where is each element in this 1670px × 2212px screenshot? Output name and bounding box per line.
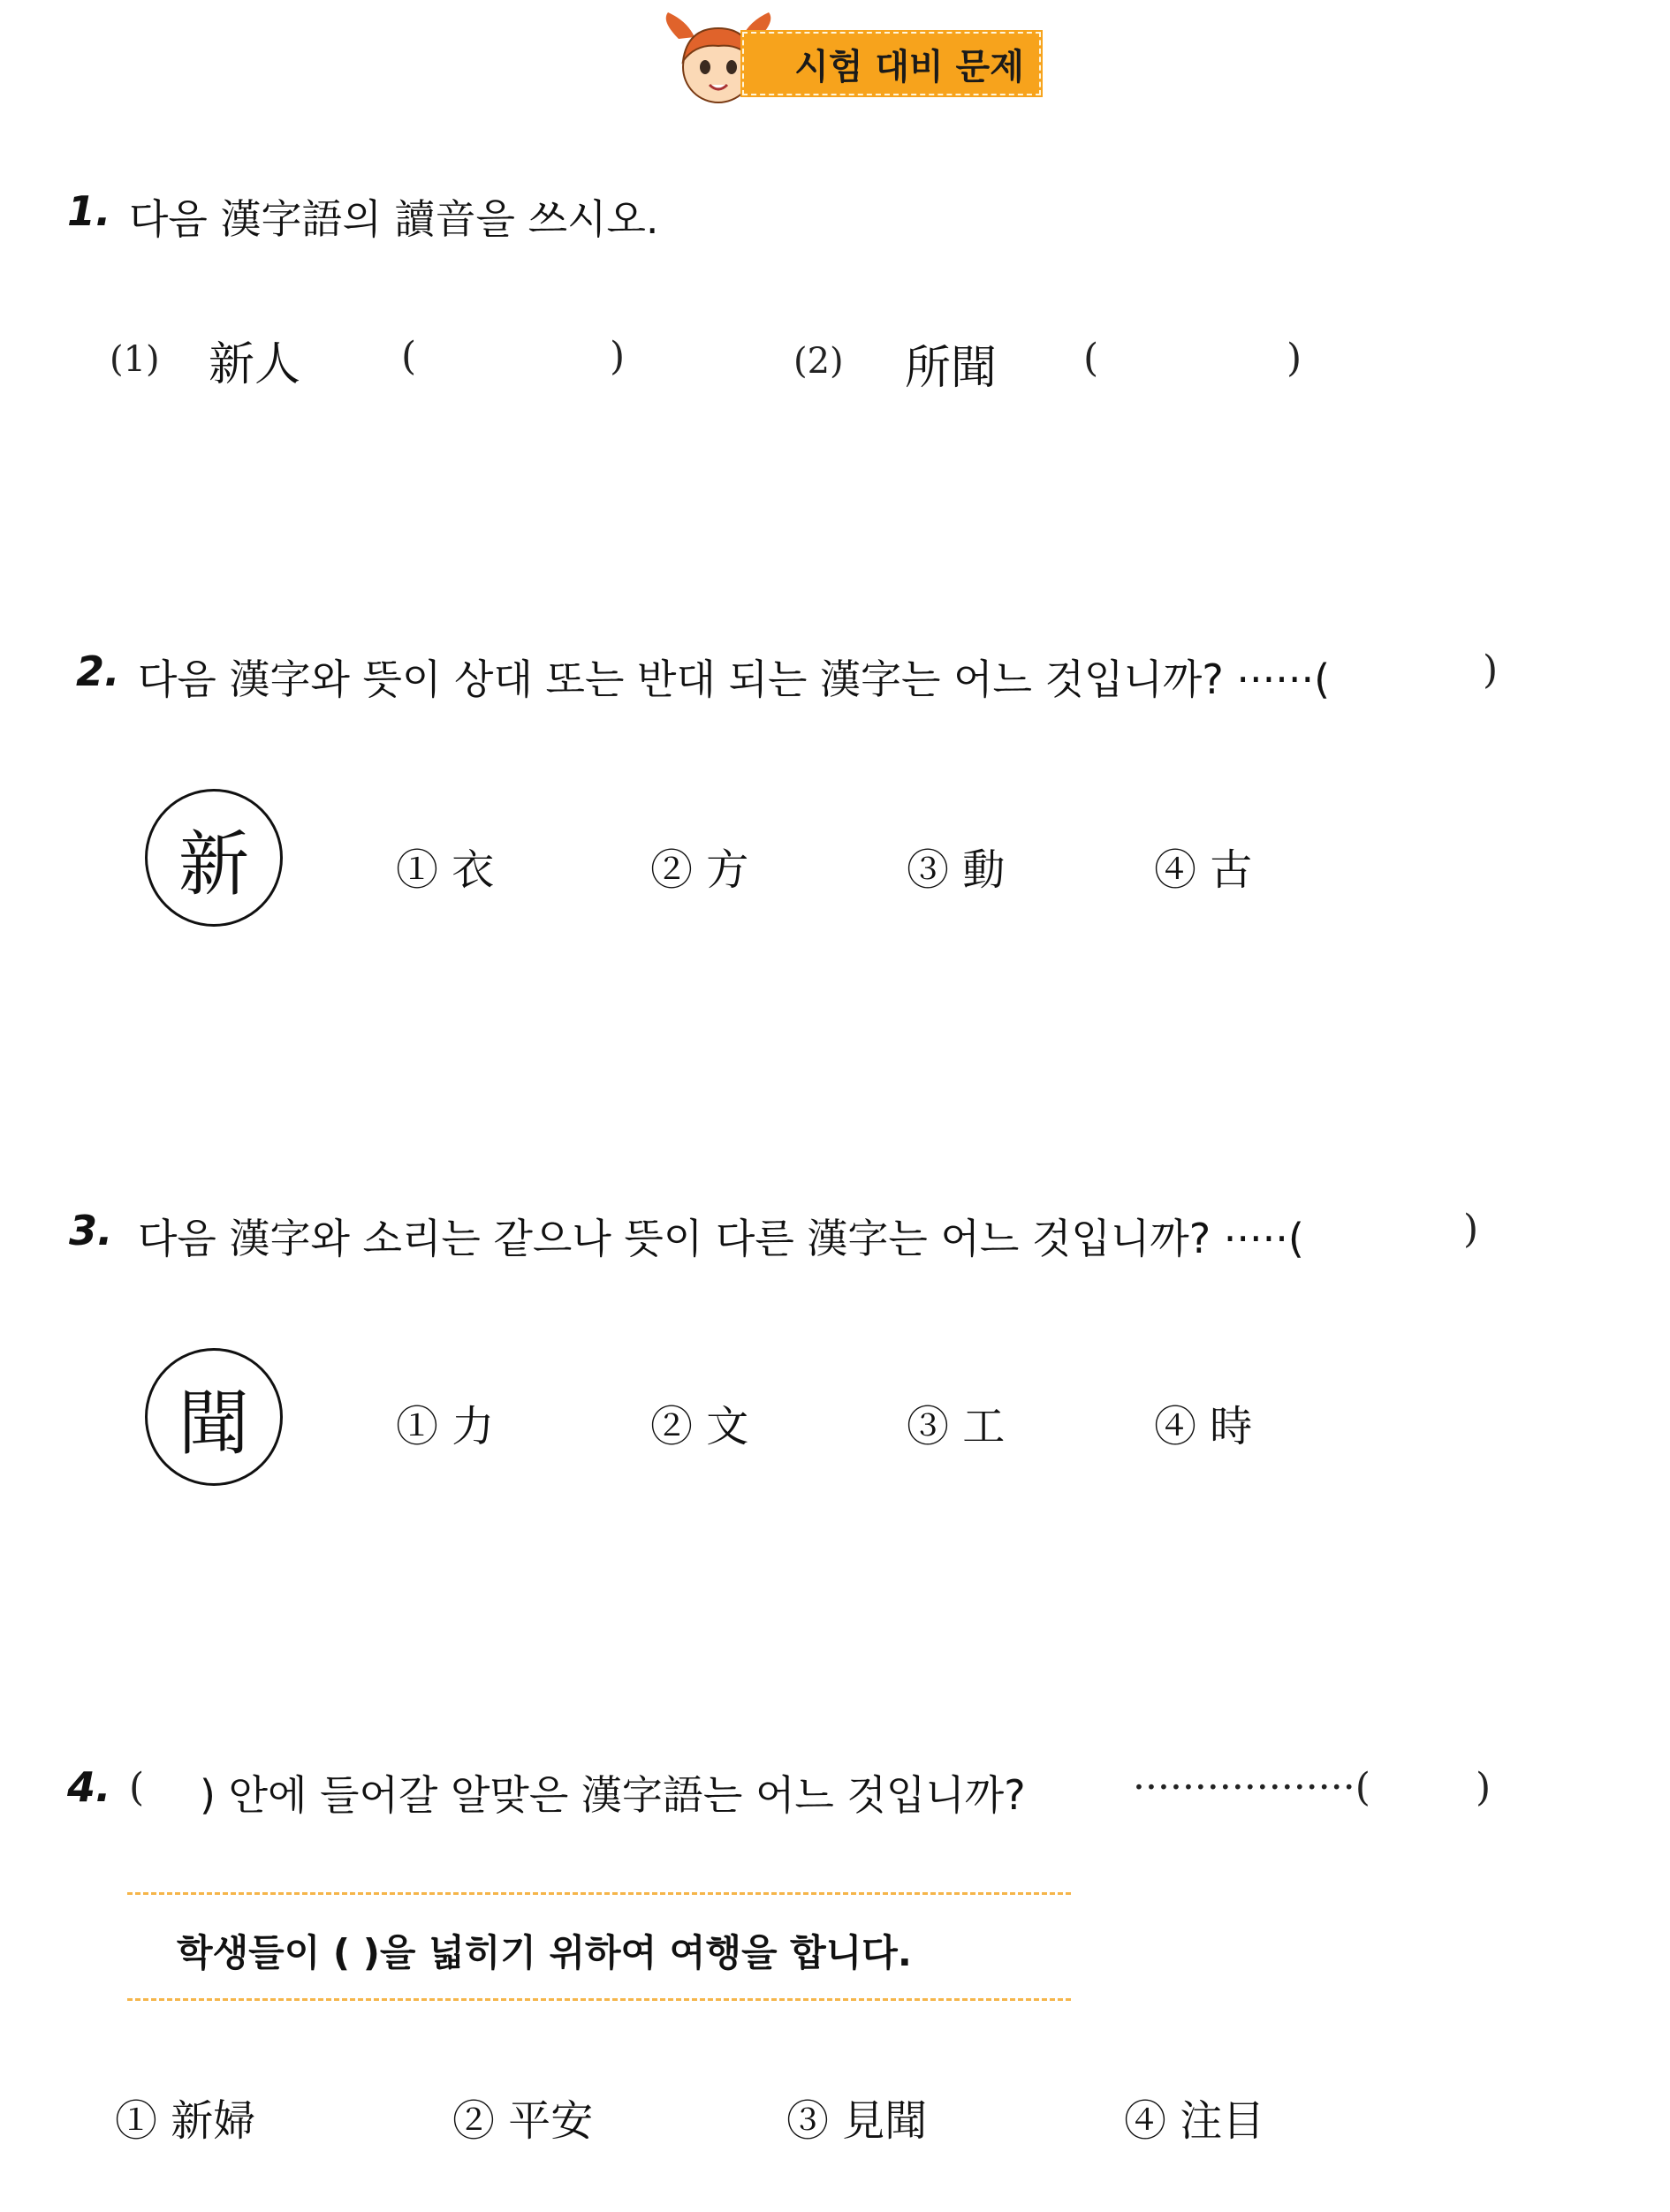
example-bottom-divider xyxy=(127,1998,1071,2001)
q1-item2-number: (2) xyxy=(793,341,844,382)
q2-option-3: ③ 動 xyxy=(907,845,1006,895)
q2-option-1: ① 衣 xyxy=(396,845,495,895)
q3-option-3: ③ 工 xyxy=(907,1402,1006,1451)
q4-option-2: ② 平安 xyxy=(452,2096,594,2146)
q2-number: 2. xyxy=(76,648,120,695)
q4-option-3: ③ 見聞 xyxy=(786,2096,928,2146)
q1-item1-open-paren: ( xyxy=(401,334,417,379)
q2-option-2: ② 方 xyxy=(650,845,749,895)
q2-target-hanja: 新 xyxy=(145,789,283,927)
q1-prompt: 다음 漢字語의 讀音을 쓰시오. xyxy=(129,195,659,243)
q2-prompt: 다음 漢字와 뜻이 상대 또는 반대 되는 漢字는 어느 것입니까? ······( xyxy=(138,655,1331,703)
q1-item2-close-paren: ) xyxy=(1287,336,1302,381)
q3-prompt: 다음 漢字와 소리는 같으나 뜻이 다른 漢字는 어느 것입니까? ·····( xyxy=(138,1215,1304,1262)
q3-number: 3. xyxy=(69,1207,113,1254)
q4-open-paren: ( xyxy=(129,1765,145,1810)
q1-item2-word: 所聞 xyxy=(905,342,998,395)
badge-title: 시험 대비 문제 xyxy=(742,32,1041,95)
q1-item2-open-paren: ( xyxy=(1083,336,1099,381)
q1-number: 1. xyxy=(67,187,111,235)
q3-target-hanja: 聞 xyxy=(145,1348,283,1486)
q2-option-4: ④ 古 xyxy=(1154,845,1253,895)
q4-dots: ··················( xyxy=(1133,1765,1370,1810)
q2-close-paren: ) xyxy=(1483,648,1499,693)
q1-item1-close-paren: ) xyxy=(610,334,626,379)
q4-option-1: ① 新婦 xyxy=(115,2096,256,2146)
q4-option-4: ④ 注目 xyxy=(1124,2096,1265,2146)
q1-item1-number: (1) xyxy=(110,339,160,380)
q3-option-2: ② 文 xyxy=(650,1402,749,1451)
example-top-divider xyxy=(127,1892,1071,1895)
q4-example-sentence: 학생들이 ( )을 넓히기 위하여 여행을 합니다. xyxy=(177,1931,912,1974)
q4-close-paren: ) xyxy=(1476,1765,1492,1810)
q1-item1-word: 新人 xyxy=(209,338,301,391)
q3-option-1: ① 力 xyxy=(396,1402,495,1451)
header-badge xyxy=(661,12,1046,110)
q3-close-paren: ) xyxy=(1463,1207,1479,1252)
q3-option-4: ④ 時 xyxy=(1154,1402,1253,1451)
q4-prompt: ) 안에 들어갈 알맞은 漢字語는 어느 것입니까? xyxy=(200,1771,1026,1819)
q4-number: 4. xyxy=(67,1763,111,1811)
